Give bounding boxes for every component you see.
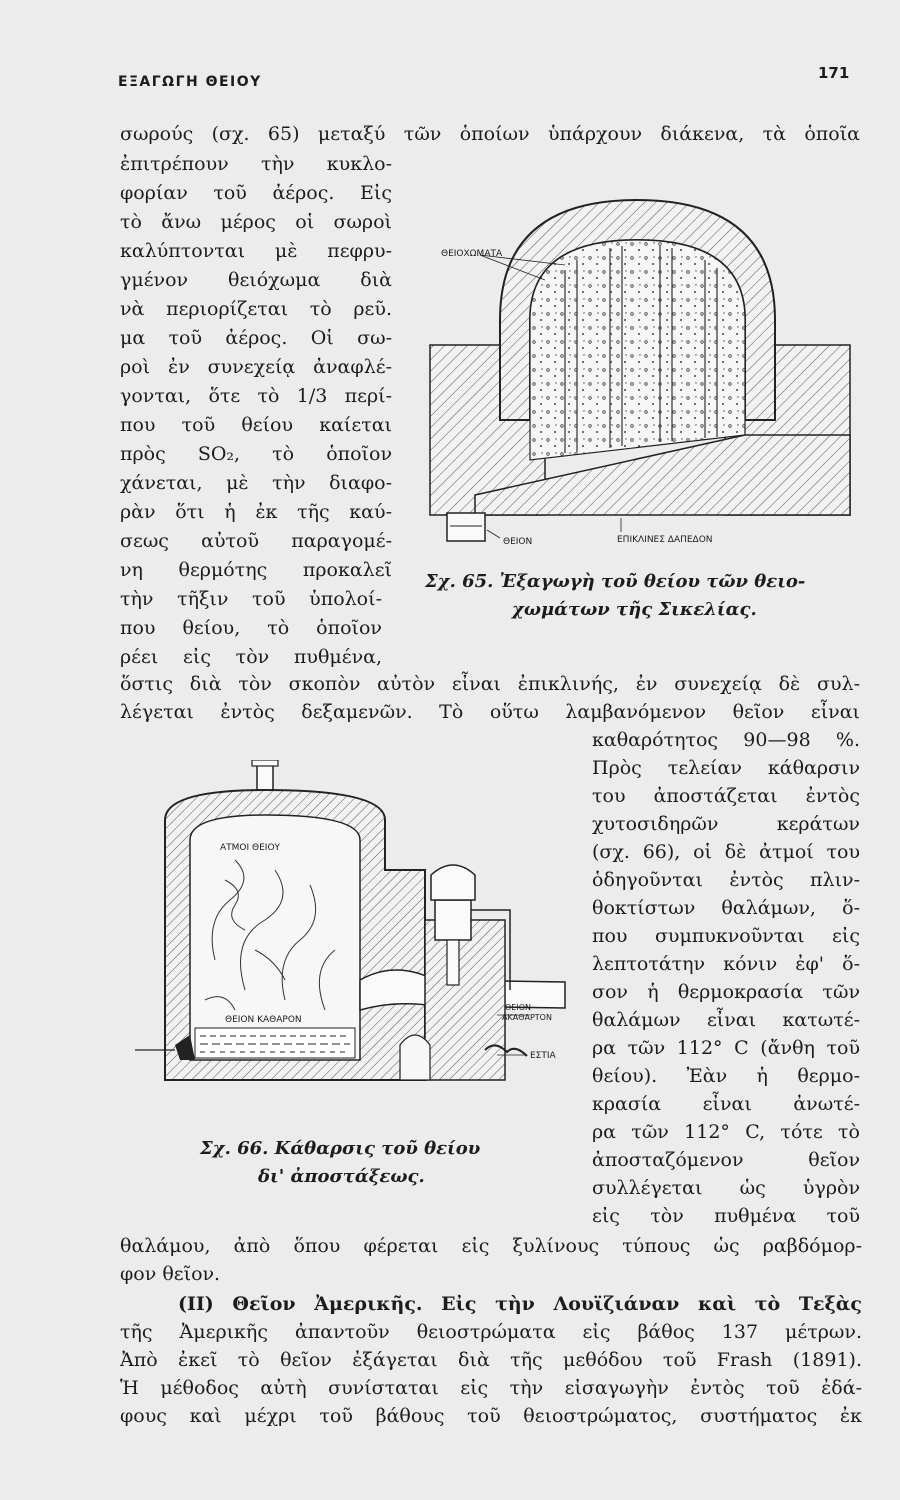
text-line: φον θεῖον. <box>120 1263 221 1285</box>
figure-66-caption-line1: Σχ. 66. Κάθαρσις τοῦ θείου <box>200 1138 481 1159</box>
hopper-top <box>431 865 475 900</box>
text-line: νη θερμότης προκαλεῖ <box>120 559 392 581</box>
running-header-title: ΕΞΑΓΩΓΗ ΘΕΙΟΥ <box>118 74 262 90</box>
text-line: χάνεται, μὲ τὴν διαφο- <box>120 472 392 494</box>
section-heading-line: (II) Θεῖον Ἀμερικῆς. Εἰς τὴν Λουϊζιάναν καὶ τὸ Τεξὰς <box>178 1293 862 1315</box>
label-hearth: ΕΣΤΙΑ <box>530 1051 556 1061</box>
text-line: σεως αὐτοῦ παραγομέ- <box>120 530 392 552</box>
sulfur-pile <box>530 240 745 460</box>
text-line: νὰ περιορίζεται τὸ ρεῦ. <box>120 298 392 320</box>
label-sulfur: ΘΕΙΟΝ <box>503 537 533 547</box>
text-line: Ἀπὸ ἐκεῖ τὸ θεῖον ἐξάγεται διὰ τῆς μεθόδου τοῦ Frash (1891). <box>120 1349 862 1371</box>
text-line: τὸ ἄνω μέρος οἱ σωροὶ <box>120 211 392 233</box>
figure-66-caption-line2: δι' ἀποστάξεως. <box>258 1166 425 1187</box>
label-impure-sulfur-1: ΘΕΙΟΝ <box>505 1003 531 1012</box>
text-line: ροὶ ἐν συνεχείᾳ ἀναφλέ- <box>120 356 392 378</box>
page-number: 171 <box>818 64 850 82</box>
text-line: θοκτίστων θαλάμων, ὅ- <box>592 897 860 919</box>
label-sulfur-vapors: ΑΤΜΟΙ ΘΕΙΟΥ <box>220 843 281 853</box>
text-line: γμένον θειόχωμα διὰ <box>120 269 392 291</box>
chimney-cap <box>252 760 278 766</box>
text-line: θαλάμων εἶναι κατωτέ- <box>592 1009 860 1031</box>
text-line: σον ἡ θερμοκρασία τῶν <box>592 981 860 1003</box>
text-line: ὅστις διὰ τὸν σκοπὸν αὐτὸν εἶναι ἐπικλινής, ἐν συνεχείᾳ δὲ συλ- <box>120 673 860 695</box>
text-line: που συμπυκνοῦνται εἰς <box>592 925 860 947</box>
feed-pipe <box>447 940 459 985</box>
text-line: τῆς Ἀμερικῆς ἀπαντοῦν θειοστρώματα εἰς βάθος 137 μέτρων. <box>120 1321 862 1343</box>
furnace-arch <box>400 1035 430 1080</box>
text-line: χυτοσιδηρῶν κεράτων <box>592 813 860 835</box>
liquid-sulfur-pool <box>195 1028 355 1058</box>
text-line: ὁδηγοῦνται ἐντὸς πλιν- <box>592 869 860 891</box>
pointer-line <box>487 530 500 538</box>
figure-65 <box>405 170 875 560</box>
figure-66 <box>135 760 580 1120</box>
feed-hopper <box>435 900 471 940</box>
distillation-apparatus-diagram <box>135 760 580 1120</box>
text-line: θαλάμου, ἀπὸ ὅπου φέρεται εἰς ξυλίνους τύπους ὡς ραβδόμορ- <box>120 1235 862 1257</box>
sulfur-basin <box>447 513 485 541</box>
text-line: τὴν τῆξιν τοῦ ὑπολοί- <box>120 588 382 610</box>
text-line: (σχ. 66), οἱ δὲ ἀτμοί του <box>592 841 860 863</box>
text-line: συλλέγεται ὡς ὑγρὸν <box>592 1177 860 1199</box>
furnace-block <box>425 920 505 1080</box>
text-line: φους καὶ μέχρι τοῦ βάθους τοῦ θειοστρώματος, συστήματος ἐκ <box>120 1405 862 1427</box>
text-line: Ἡ μέθοδος αὐτὴ συνίσταται εἰς τὴν εἰσαγωγὴν ἐντὸς τοῦ ἐδά- <box>120 1377 862 1399</box>
text-line: ἐπιτρέπουν τὴν κυκλο- <box>120 153 392 175</box>
text-line: ρα τῶν 112° C, τότε τὸ <box>592 1121 860 1143</box>
text-line: ἀποσταζόμενον θεῖον <box>592 1149 860 1171</box>
label-sulfur-earth: ΘΕΙΟΧΩΜΑΤΑ <box>441 249 503 259</box>
figure-65-caption-line2: χωμάτων τῆς Σικελίας. <box>512 599 757 620</box>
text-line: εἰς τὸν πυθμένα τοῦ <box>592 1205 860 1227</box>
text-line: ρα τῶν 112° C (ἄνθη τοῦ <box>592 1037 860 1059</box>
text-line: καθαρότητος 90—98 %. <box>592 729 860 751</box>
label-pure-sulfur: ΘΕΙΟΝ ΚΑΘΑΡΟΝ <box>225 1015 302 1025</box>
label-impure-sulfur-2: ΑΚΑΘΑΡΤΟΝ <box>502 1013 552 1022</box>
text-line: θείου). Ἐὰν ἡ θερμο- <box>592 1065 860 1087</box>
text-line: του ἀποστάζεται ἐντὸς <box>592 785 860 807</box>
text-line: φορίαν τοῦ ἀέρος. Εἰς <box>120 182 392 204</box>
kiln-diagram <box>405 170 875 560</box>
text-line: ρέει εἰς τὸν πυθμένα, <box>120 646 382 668</box>
text-line: λέγεται ἐντὸς δεξαμενῶν. Τὸ οὕτω λαμβανόμενον θεῖον εἶναι <box>120 701 860 723</box>
text-line: καλύπτονται μὲ πεφρυ- <box>120 240 392 262</box>
figure-65-caption-line1: Σχ. 65. Ἐξαγωγὴ τοῦ θείου τῶν θειο- <box>425 571 806 592</box>
text-line: σωρούς (σχ. 65) μεταξύ τῶν ὁποίων ὑπάρχουν διάκενα, τὰ ὁποῖα <box>120 123 860 145</box>
text-line: που τοῦ θείου καίεται <box>120 414 392 436</box>
text-line: γονται, ὅτε τὸ 1/3 περί- <box>120 385 392 407</box>
text-line: μα τοῦ ἀέρος. Οἱ σω- <box>120 327 392 349</box>
text-line: ρὰν ὅτι ἡ ἐκ τῆς καύ- <box>120 501 392 523</box>
text-line: κρασία εἶναι ἀνωτέ- <box>592 1093 860 1115</box>
text-line: λεπτοτάτην κόνιν ἐφ' ὅ- <box>592 953 860 975</box>
label-inclined-floor: ΕΠΙΚΛΙΝΕΣ ΔΑΠΕΔΟΝ <box>617 535 713 545</box>
text-line: πρὸς SO₂, τὸ ὁποῖον <box>120 443 392 465</box>
text-line: Πρὸς τελείαν κάθαρσιν <box>592 757 860 779</box>
text-line: που θείου, τὸ ὁποῖον <box>120 617 382 639</box>
